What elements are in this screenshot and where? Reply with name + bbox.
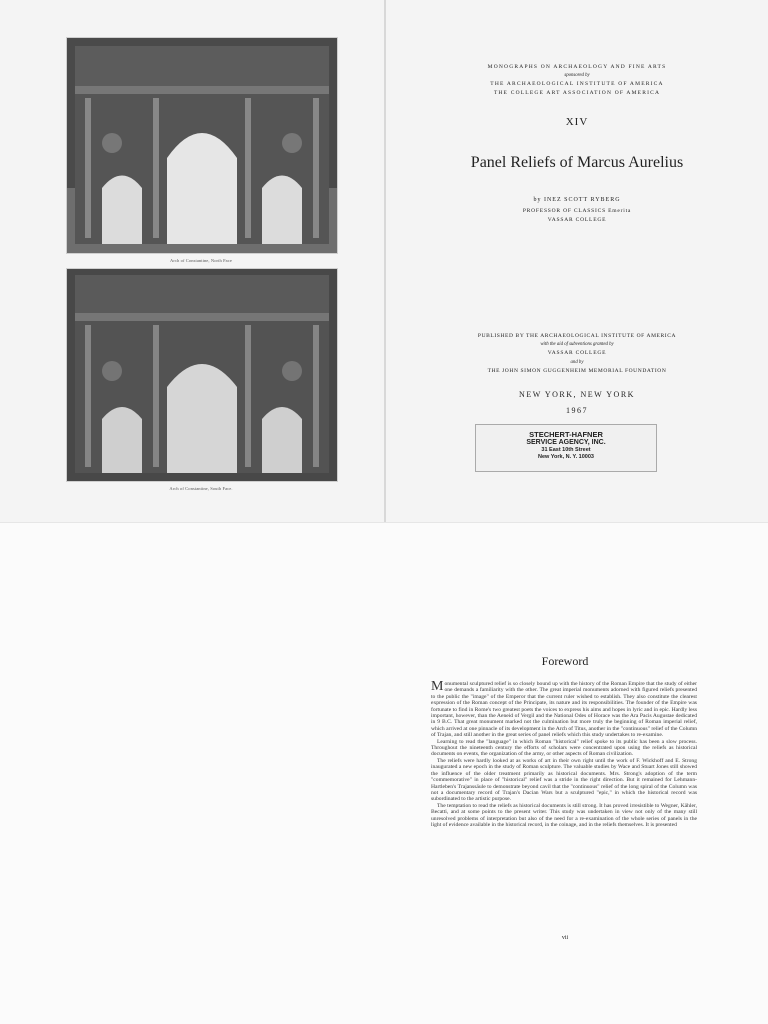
title-page	[386, 0, 768, 522]
page-number: vii	[561, 935, 569, 941]
bookseller-stamp	[475, 424, 657, 472]
arch-photo-south	[66, 268, 338, 482]
college-line: VASSAR COLLEGE	[547, 350, 607, 356]
caption-north: Arch of Constantine, North Face	[170, 258, 232, 263]
foundation-line: THE JOHN SIMON GUGGENHEIM MEMORIAL FOUNDATION	[487, 368, 667, 374]
arch-photo-north	[66, 37, 338, 254]
stamp-line-2: SERVICE AGENCY, INC.	[526, 439, 606, 446]
association-line: THE COLLEGE ART ASSOCIATION OF AMERICA	[493, 90, 661, 96]
author-role: PROFESSOR OF CLASSICS Emerita	[522, 208, 632, 214]
institute-line: THE ARCHAEOLOGICAL INSTITUTE OF AMERICA	[490, 81, 664, 87]
drop-cap: M	[431, 679, 444, 694]
stamp-line-3: 31 East 10th Street	[541, 447, 591, 453]
stamp-line-1: STECHERT-HAFNER	[529, 430, 603, 439]
paragraph	[431, 681, 697, 739]
and-by-line: and by	[570, 360, 584, 365]
volume-number: XIV	[565, 116, 589, 128]
year-line: 1967	[566, 406, 588, 415]
book-title: Panel Reliefs of Marcus Aurelius	[470, 154, 684, 171]
author-college: VASSAR COLLEGE	[547, 217, 607, 223]
stamp-line-4: New York, N. Y. 10003	[538, 454, 594, 460]
paragraph: The reliefs were hardly looked at as works of art in their own right until the work of F. Wickhoff and E. Strong inaugurated a new epoch in the study of Roman sculpture. The valuable studies by Wace and Stuart Jones still showed the influence of the older treatment primarily as historical documents. Mrs. Strong's adoption of the term "commemorative" in place of "historical" relief was a stride in the right direction. But it remained for Lehmann-Hartleben's Trajanssäule to demonstrate beyond cavil that the "continuous" relief of the long spiral of the Column was not a documentary record of Trajan's Dacian Wars but a sculptured "epic," in which the historical record was subordinated to the artistic purpose.	[431, 757, 697, 803]
city-line: NEW YORK, NEW YORK	[519, 390, 635, 399]
paragraph: Learning to read the "language" in which Roman "historical" relief spoke to its public has been a slow process. Throughout the nineteenth century the efforts of scholars were concentrated upon using the reliefs as historical documents on events, the organization of the army, or other aspects of Roman civilization.	[431, 738, 697, 758]
subvention-line: with the aid of subventions granted by	[540, 342, 614, 347]
sponsored-by: sponsored by	[564, 73, 590, 78]
caption-south: Arch of Constantine, South Face.	[169, 486, 233, 491]
author-line: by INEZ SCOTT RYBERG	[533, 197, 621, 203]
paragraph: The temptation to read the reliefs as historical documents is still strong. It has proved irresistible to Wegner, Kähler, Becatti, and at some points to the present writer. This study was undertaken in view not only of the many still unresolved problems of interpretation but also of the need for a re-examination of the whole series of panels in the light of evidence available in the historical record, in the coinage, and in the reliefs themselves. It is presented	[431, 802, 697, 828]
left-page	[0, 0, 384, 522]
foreword-heading: Foreword	[541, 654, 589, 668]
paragraph-text: onumental sculptured relief is so closely bound up with the history of the Roman Empire that the study of either one demands a familiarity with the other. The great imperial monuments adorned with figured reliefs presented to the public the "image" of the Emperor that the current ruler wished to establish. They also constitute the clearest expression of the Roman concept of the Principate, its nature and its responsibilities. The founder of the Empire was fortunate to find in Rome's two greatest poets the voices to express his aims and hopes in lyric and in epic. Hardly less important, however, than the Aeneid of Vergil and the National Odes of Horace was the Ara Pacis Augustae dedicated in 9 B.C. That great monument marked not the culmination but more truly the beginning of Roman imperial relief, which arrived at one pinnacle of its development in the Arch of Titus, another in the "continuous" relief of the Column of Trajan, and still another in the great series of panel reliefs which this study undertakes to re-examine.	[431, 681, 697, 739]
foreword-body	[431, 681, 697, 828]
publisher-line: PUBLISHED BY THE ARCHAEOLOGICAL INSTITUTE OF AMERICA	[477, 333, 677, 339]
series-line: MONOGRAPHS ON ARCHAEOLOGY AND FINE ARTS	[487, 64, 667, 70]
